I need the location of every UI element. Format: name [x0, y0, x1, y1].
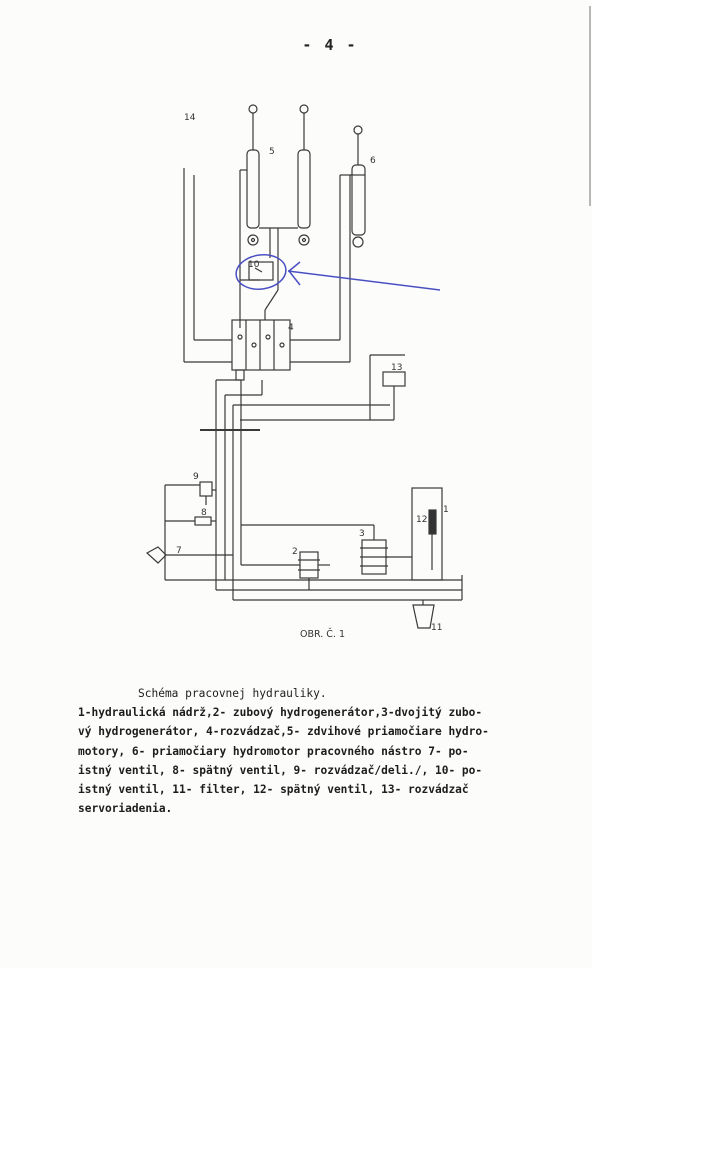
- label-2: 2: [292, 547, 298, 557]
- label-4: 4: [288, 323, 294, 333]
- label-14: 14: [184, 113, 196, 123]
- caption-title: Schéma pracovnej hydrauliky.: [138, 687, 327, 700]
- label-3: 3: [359, 529, 365, 539]
- caption-line: 1-hydraulická nádrž,2- zubový hydrogenerátor,3-dvojitý zubo-: [78, 706, 483, 720]
- check-valve-8: [165, 517, 216, 525]
- caption-line: istný ventil, 8- spätný ventil, 9- rozvádzač/deli./, 10- po-: [78, 763, 483, 777]
- relief-valve-7: [147, 547, 233, 563]
- caption-line: motory, 6- priamočiary hydromotor pracovného nástro 7- po-: [78, 744, 469, 758]
- caption: [78, 684, 558, 818]
- servo-distributor-13: [240, 355, 405, 420]
- flow-divider-9: [165, 482, 216, 505]
- gear-pump-2: [241, 552, 330, 590]
- caption-line: servoriadenia.: [78, 802, 173, 816]
- label-5: 5: [269, 147, 275, 157]
- pen-annotation: [234, 252, 440, 293]
- page-number: - 4 -: [302, 36, 358, 54]
- label-12: 12: [416, 515, 428, 525]
- label-9: 9: [193, 472, 199, 482]
- label-8: 8: [201, 508, 207, 518]
- figure-label: OBR. Č. 1: [300, 629, 346, 640]
- hydraulic-tank-1: [412, 488, 442, 580]
- lift-cylinder-left: [247, 105, 259, 245]
- lift-cylinder-right: [298, 105, 310, 245]
- label-7: 7: [176, 546, 182, 556]
- label-11: 11: [431, 623, 443, 633]
- double-gear-pump-3: [241, 525, 412, 574]
- label-6: 6: [370, 156, 376, 166]
- distributor-4: [232, 320, 290, 380]
- label-1: 1: [443, 505, 449, 515]
- label-10: 10: [248, 260, 260, 270]
- label-13: 13: [391, 363, 403, 373]
- tool-cylinder: [352, 126, 365, 247]
- caption-line: istný ventil, 11- filter, 12- spätný ventil, 13- rozvádzač: [78, 783, 469, 797]
- caption-line: vý hydrogenerátor, 4-rozvádzač,5- zdvihové priamočiare hydro-: [78, 725, 489, 739]
